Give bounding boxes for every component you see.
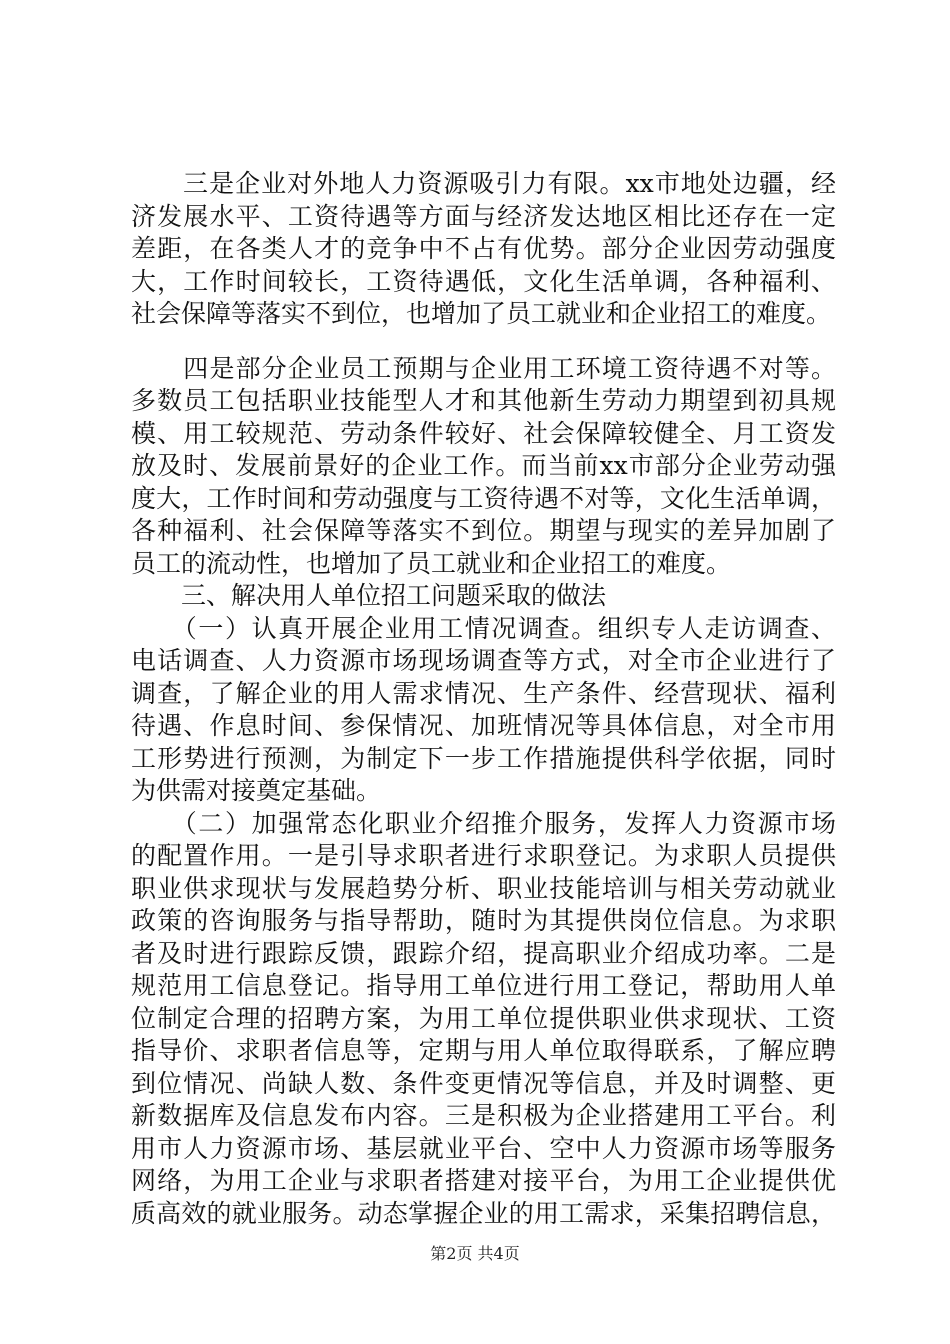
paragraph-line: 为供需对接奠定基础。 xyxy=(131,776,382,805)
paragraph-line: （二）加强常态化职业介绍推介服务，发挥人力资源市场 xyxy=(131,808,836,838)
paragraph-line: 质高效的就业服务。动态掌握企业的用工需求，采集招聘信息， xyxy=(131,1198,836,1228)
paragraph-line: 新数据库及信息发布内容。三是积极为企业搭建用工平台。利 xyxy=(131,1101,836,1130)
paragraph-line: 模、用工较规范、劳动条件较好、社会保障较健全、月工资发 xyxy=(131,418,836,448)
paragraph-line: 指导价、求职者信息等，定期与用人单位取得联系，了解应聘 xyxy=(131,1036,836,1065)
paragraph-line: 规范用工信息登记。指导用工单位进行用工登记，帮助用人单 xyxy=(131,971,836,1000)
paragraph-line: 差距，在各类人才的竞争中不占有优势。部分企业因劳动强度 xyxy=(131,234,836,263)
paragraph-line: 网络，为用工企业与求职者搭建对接平台，为用工企业提供优 xyxy=(131,1166,836,1195)
paragraph-line: 济发展水平、工资待遇等方面与经济发达地区相比还存在一定 xyxy=(131,201,836,231)
paragraph-line: 度大，工作时间和劳动强度与工资待遇不对等，文化生活单调， xyxy=(131,483,836,513)
paragraph-line: 电话调查、人力资源市场现场调查等方式，对全市企业进行了 xyxy=(131,646,836,675)
paragraph-line: 四是部分企业员工预期与企业用工环境工资待遇不对等。 xyxy=(131,353,836,383)
paragraph-line: 者及时进行跟踪反馈，跟踪介绍，提高职业介绍成功率。二是 xyxy=(131,938,836,968)
paragraph-line: 待遇、作息时间、参保情况、加班情况等具体信息，对全市用 xyxy=(131,711,836,740)
paragraph-line: 政策的咨询服务与指导帮助，随时为其提供岗位信息。为求职 xyxy=(131,906,836,935)
paragraph-line: 各种福利、社会保障等落实不到位。期望与现实的差异加剧了 xyxy=(131,516,836,545)
paragraph-line: 工形势进行预测，为制定下一步工作措施提供科学依据，同时 xyxy=(131,743,836,773)
paragraph-line: 大，工作时间较长，工资待遇低，文化生活单调，各种福利、 xyxy=(131,266,836,296)
paragraph-line: 多数员工包括职业技能型人才和其他新生劳动力期望到初具规 xyxy=(131,386,836,415)
paragraph-line: 到位情况、尚缺人数、条件变更情况等信息，并及时调整、更 xyxy=(131,1068,836,1098)
paragraph-line: 社会保障等落实不到位，也增加了员工就业和企业招工的难度。 xyxy=(131,299,832,328)
paragraph-line: 员工的流动性，也增加了员工就业和企业招工的难度。 xyxy=(131,548,732,578)
paragraph-line: 用市人力资源市场、基层就业平台、空中人力资源市场等服务 xyxy=(131,1133,836,1163)
paragraph-line: 三是企业对外地人力资源吸引力有限。xx市地处边疆，经 xyxy=(131,169,836,198)
page-number-footer: 第2页 共4页 xyxy=(430,1244,520,1263)
document-body xyxy=(131,168,836,1230)
paragraph-line: 位制定合理的招聘方案，为用工单位提供职业供求现状、工资 xyxy=(131,1003,836,1033)
paragraph-line: 职业供求现状与发展趋势分析、职业技能培训与相关劳动就业 xyxy=(131,873,836,903)
paragraph-line: 放及时、发展前景好的企业工作。而当前xx市部分企业劳动强 xyxy=(131,451,836,480)
paragraph-line: 的配置作用。一是引导求职者进行求职登记。为求职人员提供 xyxy=(131,841,836,870)
section-heading: 三、解决用人单位招工问题采取的做法 xyxy=(131,581,607,610)
paragraph-line: （一）认真开展企业用工情况调查。组织专人走访调查、 xyxy=(131,613,836,643)
paragraph-line: 调查，了解企业的用人需求情况、生产条件、经营现状、福利 xyxy=(131,678,836,708)
